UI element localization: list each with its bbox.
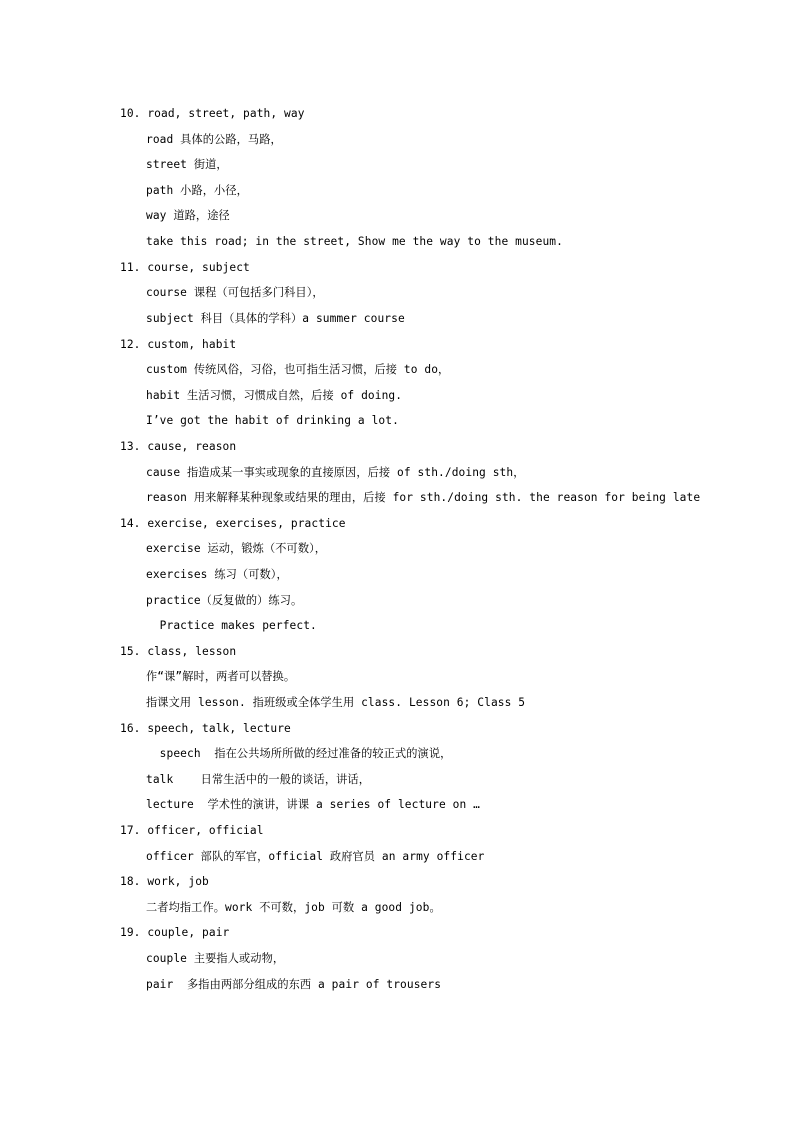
item-line: speech 指在公共场所所做的经过准备的较正式的演说， <box>146 747 452 760</box>
item-line: 指课文用 lesson. 指班级或全体学生用 class. Lesson 6; Class 5 <box>146 696 526 709</box>
item-heading: 17. officer, official <box>120 824 264 837</box>
item-heading: 16. speech, talk, lecture <box>120 722 291 735</box>
item-line: reason 用来解释某种现象或结果的理由，后接 for sth./doing sth. the reason for being late <box>146 491 701 504</box>
item-heading: 11. course, subject <box>120 261 250 274</box>
item-line: talk 日常生活中的一般的谈话，讲话， <box>146 773 370 786</box>
item-heading: 10. road, street, path, way <box>120 107 305 120</box>
item-heading: 12. custom, habit <box>120 338 237 351</box>
item-line: pair 多指由两部分组成的东西 a pair of trousers <box>146 978 442 991</box>
item-line: 二者均指工作。work 不可数，job 可数 a good job。 <box>146 901 441 914</box>
item-heading: 15. class, lesson <box>120 645 237 658</box>
item-line: way 道路，途径 <box>146 209 230 222</box>
item-line: I’ve got the habit of drinking a lot. <box>146 414 399 427</box>
item-line: practice（反复做的）练习。 <box>146 594 303 607</box>
item-line: custom 传统风俗，习俗，也可指生活习惯，后接 to do， <box>146 363 450 376</box>
item-line: course 课程（可包括多门科目）， <box>146 286 324 299</box>
item-line: street 街道， <box>146 158 228 171</box>
item-heading: 18. work, job <box>120 875 209 888</box>
item-line: cause 指造成某一事实或现象的直接原因，后接 of sth./doing sth， <box>146 466 525 479</box>
item-heading: 19. couple, pair <box>120 926 230 939</box>
item-line: Practice makes perfect. <box>146 619 317 632</box>
item-line: couple 主要指人或动物， <box>146 952 285 965</box>
item-line: 作“课”解时，两者可以替换。 <box>146 670 296 683</box>
item-line: subject 科目（具体的学科）a summer course <box>146 312 405 325</box>
item-heading: 14. exercise, exercises, practice <box>120 517 346 530</box>
item-heading: 13. cause, reason <box>120 440 237 453</box>
item-line: exercises 练习（可数）， <box>146 568 288 581</box>
item-line: exercise 运动，锻炼（不可数）， <box>146 542 327 555</box>
item-line: road 具体的公路，马路， <box>146 133 282 146</box>
item-line: take this road; in the street, Show me the way to the museum. <box>146 235 563 248</box>
item-line: lecture 学术性的演讲，讲课 a series of lecture on … <box>146 798 480 811</box>
item-line: officer 部队的军官，official 政府官员 an army officer <box>146 850 485 863</box>
item-line: habit 生活习惯，习惯成自然，后接 of doing. <box>146 389 403 402</box>
item-line: path 小路，小径， <box>146 184 248 197</box>
